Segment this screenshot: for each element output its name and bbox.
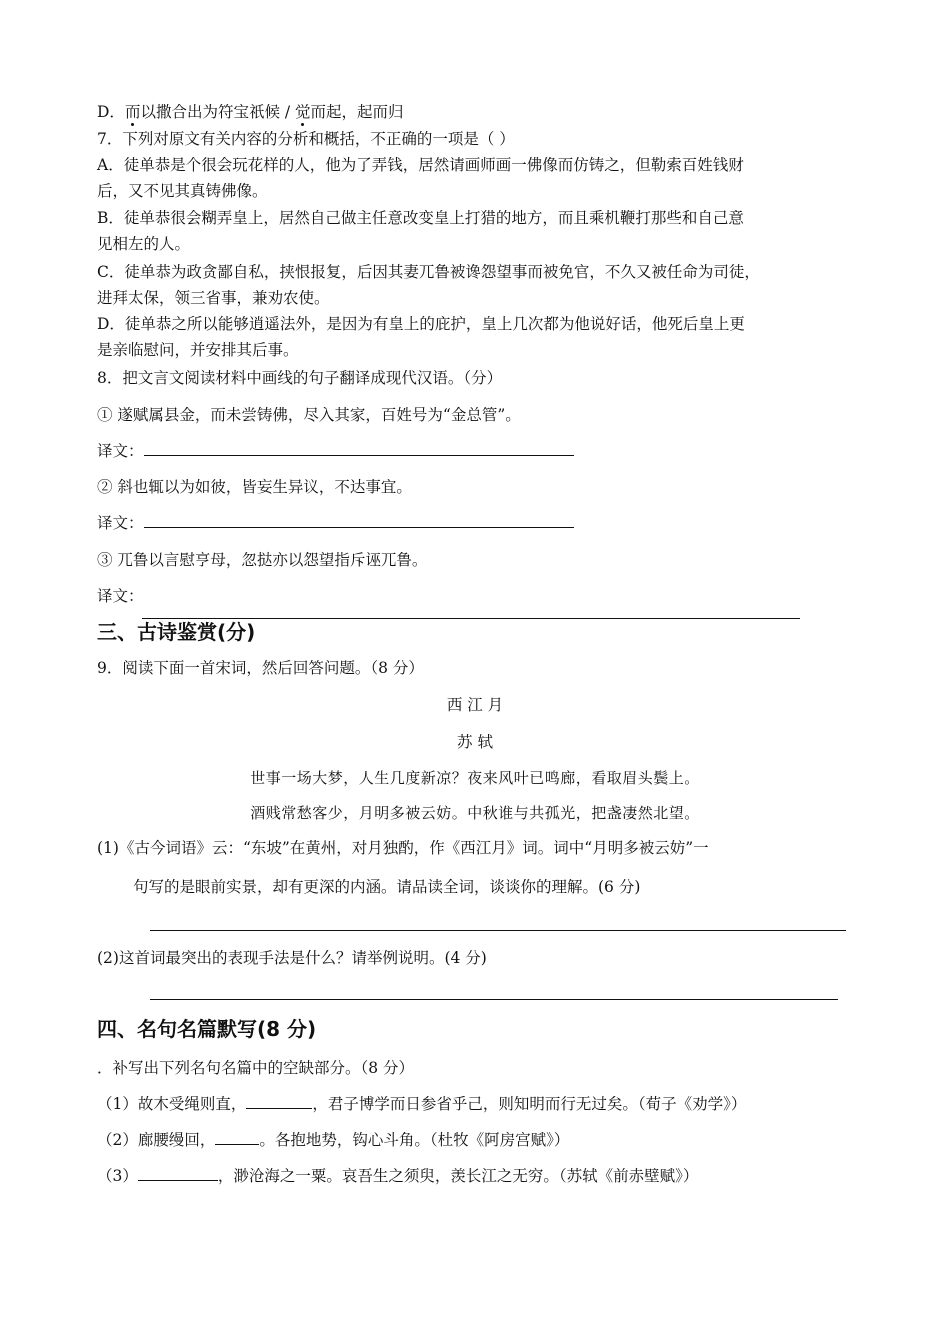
q7-option-c-line2: 进拜太保，领三省事，兼劝农使。 [97,289,330,307]
q8-sentence-2: ② 斜也辄以为如彼，皆妄生异议，不达事宜。 [97,478,412,496]
q9-sub1-line2: 句写的是眼前实景，却有更深的内涵。请品读全词，谈谈你的理解。(6 分) [133,878,641,896]
q9-sub1-line1: (1)《古今词语》云：“东坡”在黄州，对月独酌，作《西江月》词。词中“月明多被云妨”一 [97,839,709,857]
item-text: （1）故木受绳则直， [97,1095,247,1113]
q7-stem: 7．下列对原文有关内容的分析和概括，不正确的一项是（ ） [97,130,515,148]
q8-translation-3 [97,586,144,606]
option-text: 以撒合出为符宝祇候 / [140,103,296,121]
q8-stem: 8．把文言文阅读材料中画线的句子翻译成现代汉语。（分） [97,369,503,387]
answer-blank[interactable] [144,441,574,456]
answer-line[interactable] [150,999,838,1000]
poem-title: 西 江 月 [446,696,504,714]
translation-label: 译文： [97,514,144,532]
item-text: ，渺沧海之一粟。哀吾生之须臾，羡长江之无穷。（苏轼《前赤壁赋》） [217,1167,699,1185]
q10-item-3 [97,1166,698,1186]
section-3-title: 三、古诗鉴赏(分) [97,620,256,644]
q8-sentence-1: ① 遂赋属县金，而未尝铸佛，尽入其家，百姓号为“金总管”。 [97,406,521,424]
emphasized-char: 觉 [295,103,311,121]
q9-sub2: (2)这首词最突出的表现手法是什么？请举例说明。(4 分) [97,949,487,967]
q7-option-c-line1: C．徒单恭为政贪鄙自私，挟恨报复，后因其妻兀鲁被谗怨望事而被免官，不久又被任命为司徒， [97,263,760,281]
item-text: （2）廊腰缦回， [97,1131,216,1149]
option-text: 而起，起而归 [310,103,404,121]
item-text: ，君子博学而日参省乎己，则知明而行无过矣。（荀子《劝学》） [312,1095,747,1113]
answer-blank[interactable] [144,513,574,528]
q10-item-2 [97,1130,569,1150]
q7-option-b-line2: 见相左的人。 [97,235,191,253]
fill-blank[interactable] [215,1130,259,1145]
poem-author: 苏 轼 [457,733,493,751]
q7-option-d-line1: D．徒单恭之所以能够逍遥法外，是因为有皇上的庇护，皇上几次都为他说好话，他死后皇上更 [97,315,745,333]
item-text: （3） [97,1167,138,1185]
item-text: 。各抱地势，钩心斗角。（杜牧《阿房宫赋》） [259,1131,570,1149]
fill-blank[interactable] [246,1094,312,1109]
q8-sentence-3: ③ 兀鲁以言慰亨母，忽挞亦以怨望指斥诬兀鲁。 [97,551,428,569]
q10-item-1 [97,1094,746,1114]
q7-option-b-line1: B．徒单恭很会糊弄皇上，居然自己做主任意改变皇上打猎的地方，而且乘机鞭打那些和自己意 [97,209,744,227]
emphasized-char: 而 [124,103,141,121]
q7-option-d-line2: 是亲临慰问，并安排其后事。 [97,341,299,359]
translation-label: 译文： [97,587,144,605]
q7-option-a-line2: 后，又不见其真铸佛像。 [97,182,268,200]
section-4-title: 四、名句名篇默写(8 分) [97,1017,317,1041]
q8-translation-2 [97,513,574,533]
poem-line-2: 酒贱常愁客少，月明多被云妨。中秋谁与共孤光，把盏凄然北望。 [250,804,700,822]
q9-stem: 9．阅读下面一首宋词，然后回答问题。（8 分） [97,659,424,677]
q6-option-d [97,102,404,122]
translation-label: 译文： [97,442,144,460]
q8-translation-1 [97,441,574,461]
q7-option-a-line1: A．徒单恭是个很会玩花样的人，他为了弄钱，居然请画师画一佛像而仿铸之，但勒索百姓钱财 [97,156,744,174]
option-label: D． [97,103,125,121]
q10-stem: ．补写出下列名句名篇中的空缺部分。（8 分） [97,1059,415,1077]
answer-line[interactable] [150,930,846,931]
poem-line-1: 世事一场大梦，人生几度新凉？夜来风叶已鸣廊，看取眉头鬓上。 [250,769,700,787]
fill-blank[interactable] [138,1166,218,1181]
